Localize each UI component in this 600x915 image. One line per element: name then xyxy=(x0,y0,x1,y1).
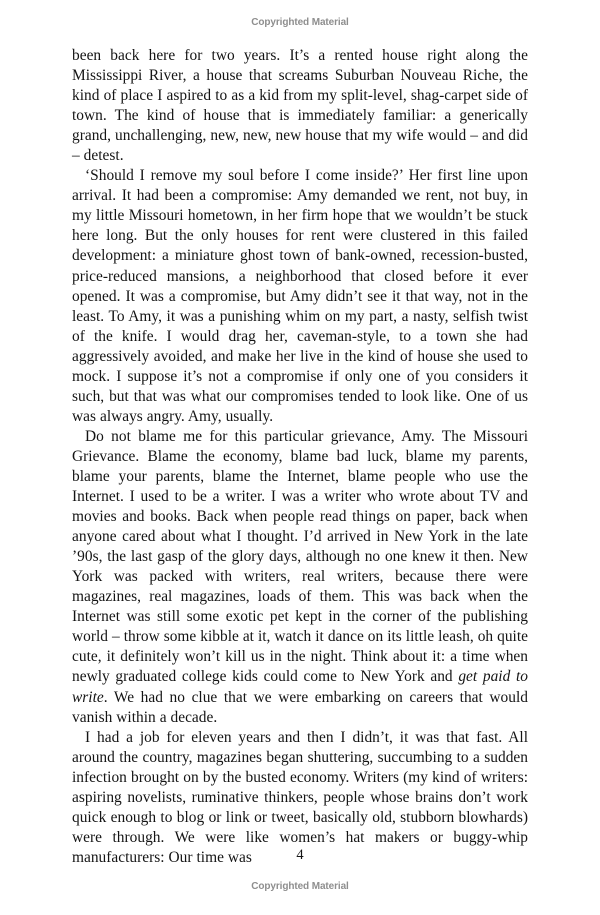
copyright-watermark-top: Copyrighted Material xyxy=(251,17,349,28)
paragraph-1: been back here for two years. It’s a rented house right along the Mississippi River, a house that screams Suburban Nouveau Riche, the kind of place I aspired to as a kid from my split-level, shag-carpet side of town. The kind of house that is immediately familiar: a generically grand, unchallenging, new, new, new house that my wife would – and did – detest. xyxy=(72,47,528,165)
paragraph-4: I had a job for eleven years and then I didn’t, it was that fast. All around the country, magazines began shuttering, succumbing to a sudden infection brought on by the busted economy. Writers (my kind of writers: aspiring novelists, ruminative thinkers, people whose brains don’t work quick enough to blog or link or tweet, basically old, stubborn blowhards) were through. We were like women’s hat makers or buggy-whip manufacturers: Our time was xyxy=(72,728,528,866)
paragraph-3-tail: . We had no clue that we were embarking on careers that would vanish within a decade. xyxy=(72,688,528,726)
body-text-column xyxy=(72,46,528,868)
paragraph-3 xyxy=(72,427,528,728)
paragraph-3-lead: Do not blame me for this particular grievance, Amy. The Missouri Grievance. Blame the economy, blame bad luck, blame my parents, blame your parents, blame the Internet, blame people who use the Internet. I used to be a writer. I was a writer who wrote about TV and movies and books. Back when people read things on paper, back when anyone cared about what I thought. I’d arrived in New York in the late ’90s, the last gasp of the glory days, although no one knew it then. New York was packed with writers, real writers, because there were magazines, real magazines, loads of them. This was back when the Internet was still some exotic pet kept in the corner of the publishing world – throw some kibble at it, watch it dance on its little leash, oh quite cute, it definitely won’t kill us in the night. Think about it: a time when newly graduated college kids could come to New York and xyxy=(72,427,528,686)
paragraph-3-italic-phrase: get paid to write xyxy=(72,668,528,706)
page-number: 4 xyxy=(296,847,304,863)
copyright-watermark-bottom: Copyrighted Material xyxy=(251,881,349,892)
paragraph-2: ‘Should I remove my soul before I come inside?’ Her first line upon arrival. It had been a compromise: Amy demanded we rent, not buy, in my little Missouri hometown, in her firm hope that we wouldn’t be stuck here long. But the only houses for rent were clustered in this failed development: a miniature ghost town of bank-owned, recession-busted, price-reduced mansions, a neighborhood that closed before it ever opened. It was a compromise, but Amy didn’t see it that way, not in the least. To Amy, it was a punishing whim on my part, a nasty, selfish twist of the knife. I would drag her, caveman-style, to a town she had aggressively avoided, and make her live in the kind of house she used to mock. I suppose it’s not a compromise if only one of you considers it such, but that was what our compromises tended to look like. One of us was always angry. Amy, usually. xyxy=(72,167,528,425)
